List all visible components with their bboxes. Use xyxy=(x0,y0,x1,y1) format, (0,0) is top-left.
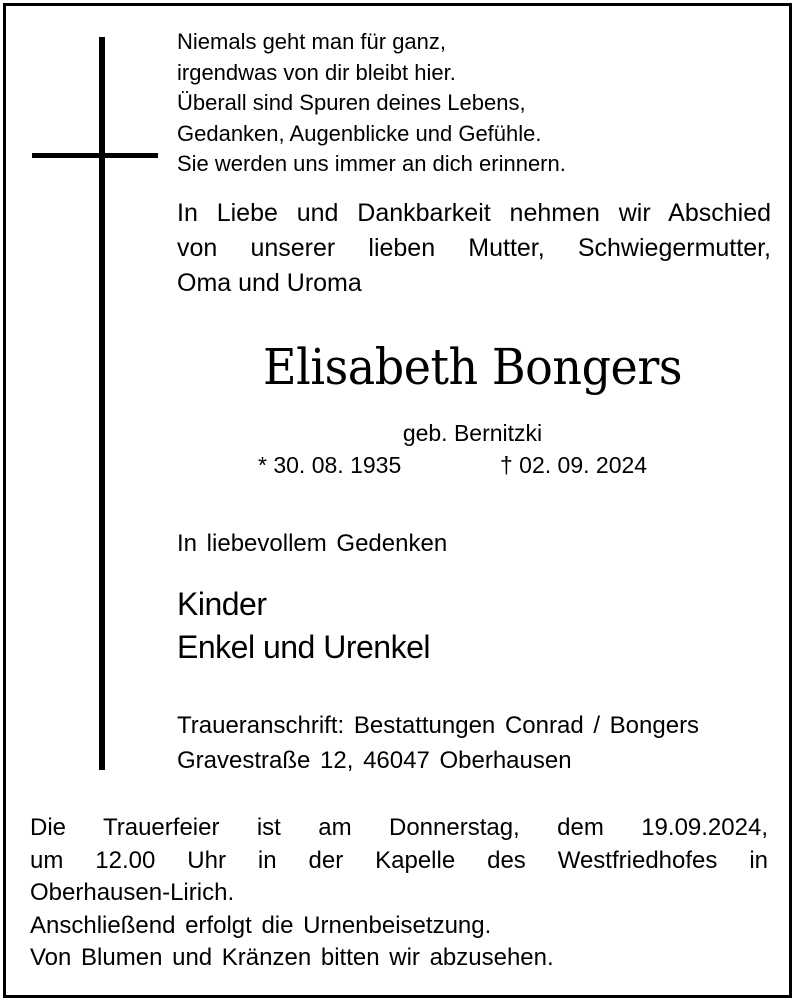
deceased-name: Elisabeth Bongers xyxy=(262,338,683,396)
cross-vertical-bar xyxy=(99,37,105,770)
address-line: Traueranschrift: Bestattungen Conrad / Bongers xyxy=(177,712,700,739)
poem xyxy=(177,27,566,180)
intro-line: von unserer lieben Mutter, Schwiegermutter, xyxy=(177,234,771,262)
mourner-group: Kinder xyxy=(177,586,267,622)
mourner-group: Enkel und Urenkel xyxy=(177,629,430,665)
intro-line: Oma und Uroma xyxy=(177,269,362,297)
birth-date: * 30. 08. 1935 xyxy=(258,452,402,478)
poem-line: irgendwas von dir bleibt hier. xyxy=(177,59,456,85)
poem-line: Sie werden uns immer an dich erinnern. xyxy=(177,151,566,176)
address-line: Gravestraße 12, 46047 Oberhausen xyxy=(177,747,572,774)
funeral-line: um 12.00 Uhr in der Kapelle des Westfriedhofes in xyxy=(30,846,768,874)
cross-horizontal-bar xyxy=(32,153,158,158)
poem-line: Gedanken, Augenblicke und Gefühle. xyxy=(177,120,542,146)
funeral-line: Anschließend erfolgt die Urnenbeisetzung. xyxy=(30,911,492,939)
funeral-line: Oberhausen-Lirich. xyxy=(30,879,235,906)
birth-name: geb. Bernitzki xyxy=(402,420,543,446)
mourning-address xyxy=(177,708,699,778)
farewell-intro xyxy=(177,196,771,301)
funeral-details xyxy=(30,812,768,975)
memory-line: In liebevollem Gedenken xyxy=(177,530,448,557)
poem-line: Niemals geht man für ganz, xyxy=(177,29,447,54)
death-date: † 02. 09. 2024 xyxy=(500,452,648,478)
mourners xyxy=(177,583,430,669)
intro-line: In Liebe und Dankbarkeit nehmen wir Abschied xyxy=(177,199,771,227)
poem-line: Überall sind Spuren deines Lebens, xyxy=(177,90,526,115)
funeral-line: Von Blumen und Kränzen bitten wir abzusehen. xyxy=(30,944,554,971)
funeral-line: Die Trauerfeier ist am Donnerstag, dem 19.09.2024, xyxy=(30,814,768,841)
